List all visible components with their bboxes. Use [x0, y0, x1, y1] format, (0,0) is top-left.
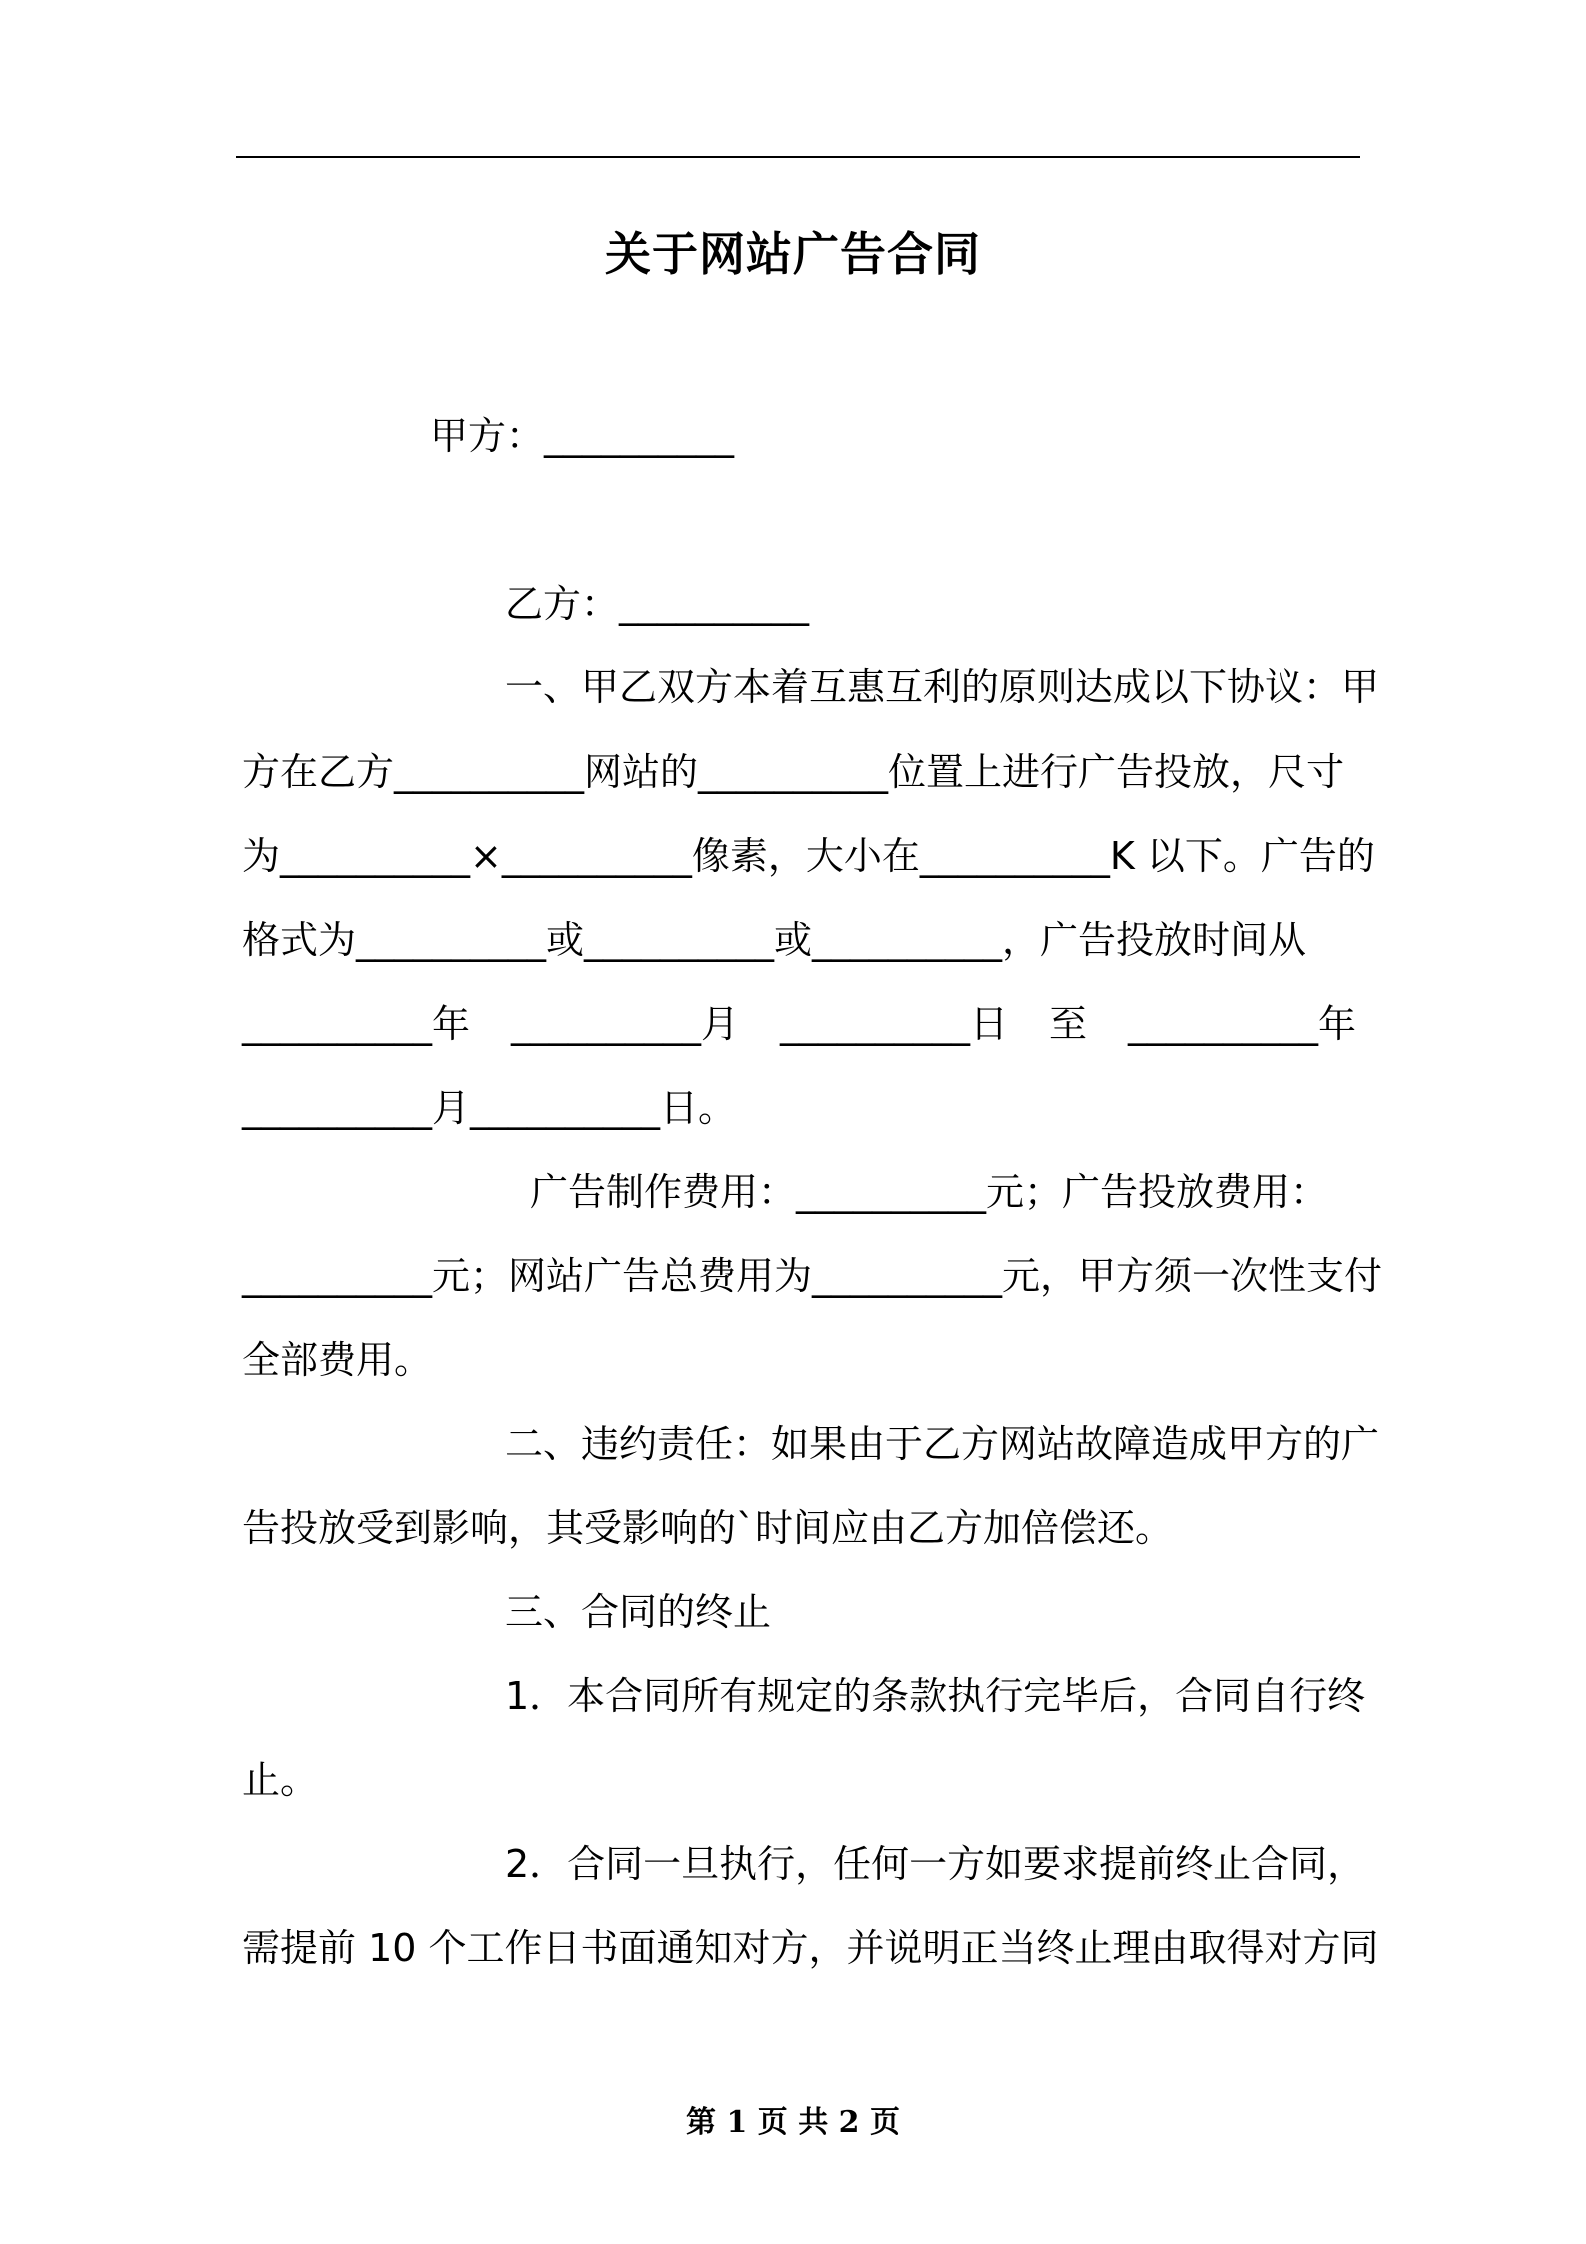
date-part: 至 — [1048, 1002, 1087, 1046]
fees-line-3: 全部费用。 — [242, 1338, 433, 1382]
document-title: 关于网站广告合同 — [605, 227, 981, 281]
fees-line-2: __________元；网站广告总费用为__________元，甲方须一次性支付 — [242, 1254, 1383, 1298]
clause-2-line-2: 告投放受到影响，其受影响的`时间应由乙方加倍偿还。 — [242, 1506, 1174, 1550]
clause-1-line-6: __________月__________日。 — [242, 1086, 737, 1130]
date-part: __________月 — [510, 1002, 739, 1046]
clause-1-line-4: 格式为__________或__________或__________，广告投放时间从 — [242, 918, 1307, 962]
clause-1-line-3: 为__________×__________像素，大小在__________K 以下。广告的 — [242, 834, 1375, 878]
fees-line-1: 广告制作费用：__________元；广告投放费用： — [530, 1170, 1329, 1214]
date-part: __________年 — [242, 1002, 471, 1046]
party-a-line: 甲方：__________ — [430, 414, 735, 458]
clause-3-item-1-line-2: 止。 — [242, 1758, 319, 1802]
clause-1-line-2: 方在乙方__________网站的__________位置上进行广告投放，尺寸 — [242, 750, 1345, 794]
clause-1-line-1: 一、甲乙双方本着互惠互利的原则达成以下协议：甲 — [505, 665, 1380, 709]
clause-2-line-1: 二、违约责任：如果由于乙方网站故障造成甲方的广 — [505, 1422, 1380, 1466]
clause-3-item-1-line-1: 1．本合同所有规定的条款执行完毕后，合同自行终 — [505, 1674, 1366, 1718]
party-b-line: 乙方：__________ — [505, 582, 810, 626]
page-footer: 第 1 页 共 2 页 — [686, 2105, 900, 2140]
clause-3-item-2-line-2: 需提前 10 个工作日书面通知对方，并说明正当终止理由取得对方同 — [242, 1926, 1379, 1970]
clause-3-item-2-line-1: 2．合同一旦执行，任何一方如要求提前终止合同， — [505, 1842, 1366, 1886]
clause-3-heading: 三、合同的终止 — [505, 1590, 772, 1634]
header-rule — [236, 156, 1360, 158]
clause-1-date-line — [242, 1000, 1356, 1048]
date-part: __________年 — [1127, 1002, 1356, 1046]
date-part: __________日 — [779, 1002, 1008, 1046]
